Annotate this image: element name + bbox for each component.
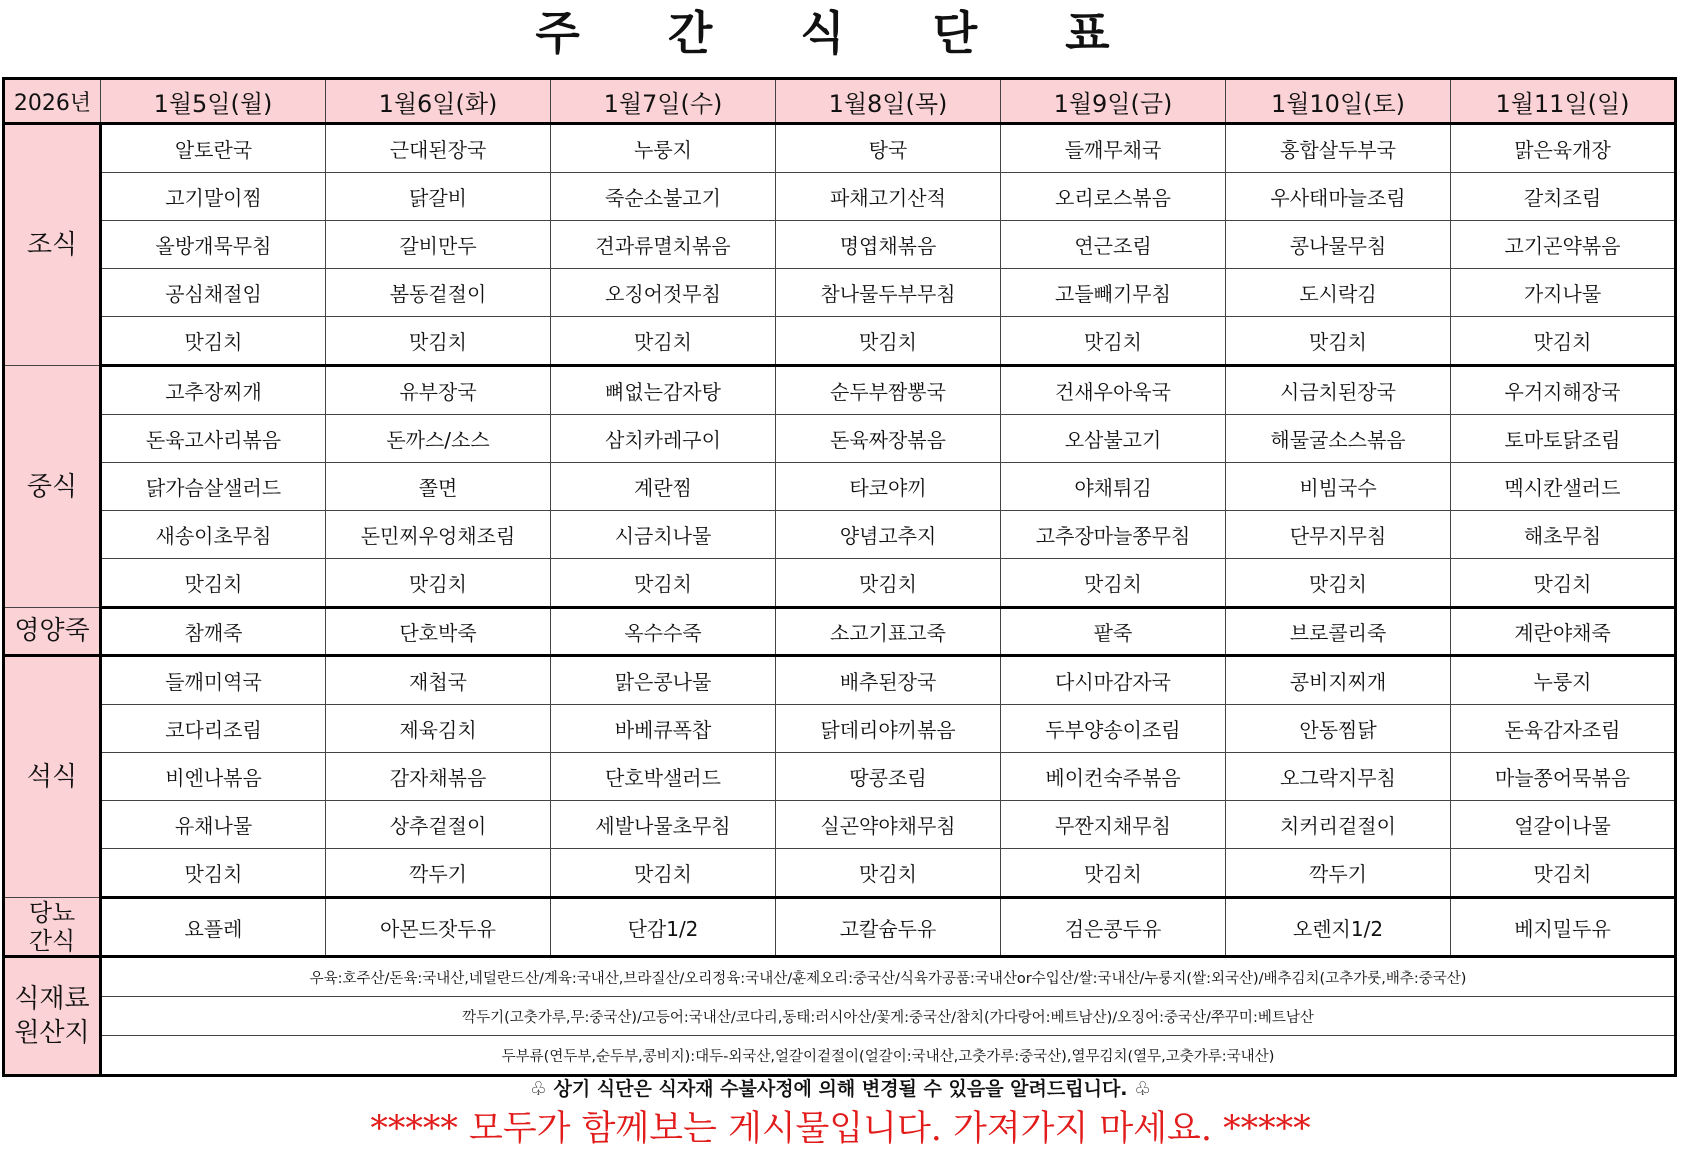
menu-cell: 탕국 xyxy=(776,124,1001,173)
menu-cell: 파채고기산적 xyxy=(776,173,1001,221)
menu-cell: 맑은육개장 xyxy=(1451,124,1676,173)
menu-cell: 봄동겉절이 xyxy=(326,269,551,317)
dinner-row xyxy=(4,656,1676,705)
porridge-row xyxy=(4,608,1676,656)
menu-cell: 연근조림 xyxy=(1001,221,1226,269)
menu-cell: 오렌지1/2 xyxy=(1226,898,1451,957)
origin-row xyxy=(4,957,1676,997)
origin-row xyxy=(4,997,1676,1036)
menu-cell: 맛김치 xyxy=(1001,317,1226,366)
menu-cell: 알토란국 xyxy=(101,124,326,173)
year-header: 2026년 xyxy=(4,79,101,124)
day-header: 1월10일(토) xyxy=(1226,79,1451,124)
menu-cell: 단호박샐러드 xyxy=(551,753,776,801)
menu-cell: 맛김치 xyxy=(101,317,326,366)
menu-cell: 닭갈비 xyxy=(326,173,551,221)
page-title: 주 간 식 단 표 xyxy=(535,6,1146,60)
menu-cell: 아몬드잣두유 xyxy=(326,898,551,957)
menu-cell: 고칼슘두유 xyxy=(776,898,1001,957)
dinner-label: 석식 xyxy=(4,656,101,898)
menu-cell: 누룽지 xyxy=(551,124,776,173)
menu-cell: 맛김치 xyxy=(1451,849,1676,898)
menu-cell: 단호박죽 xyxy=(326,608,551,656)
dinner-row xyxy=(4,753,1676,801)
weekly-menu-table xyxy=(2,77,1677,1077)
menu-cell: 맛김치 xyxy=(776,317,1001,366)
snack-label-line: 간식 xyxy=(28,926,76,955)
origin-text: 우육:호주산/돈육:국내산,네덜란드산/계육:국내산,브라질산/오리정육:국내산/훈제오리:중국산/식육가공품:국내산or수입산/쌀:국내산/누룽지(쌀:외국산)/배추김치(고추가룻,배추:중국산) xyxy=(101,957,1676,997)
menu-cell: 죽순소불고기 xyxy=(551,173,776,221)
menu-cell: 가지나물 xyxy=(1451,269,1676,317)
dinner-row xyxy=(4,801,1676,849)
change-notice: ♧ 상기 식단은 식자재 수불사정에 의해 변경될 수 있음을 알려드립니다. ♧ xyxy=(529,1078,1152,1100)
origin-text: 깍두기(고춧가루,무:중국산)/고등어:국내산/코다리,동태:러시아산/꽃게:중국산/참치(가다랑어:베트남산)/오징어:중국산/쭈꾸미:베트남산 xyxy=(101,997,1676,1036)
menu-cell: 유부장국 xyxy=(326,366,551,415)
menu-cell: 양념고추지 xyxy=(776,511,1001,559)
porridge-label: 영양죽 xyxy=(4,608,101,656)
menu-cell: 검은콩두유 xyxy=(1001,898,1226,957)
snack-row xyxy=(4,898,1676,957)
menu-cell: 멕시칸샐러드 xyxy=(1451,463,1676,511)
snack-label xyxy=(4,898,101,957)
menu-cell: 무짠지채무침 xyxy=(1001,801,1226,849)
menu-cell: 옥수수죽 xyxy=(551,608,776,656)
snack-label-line: 당뇨 xyxy=(28,898,76,927)
menu-cell: 닭가슴살샐러드 xyxy=(101,463,326,511)
menu-cell: 고추장마늘쫑무침 xyxy=(1001,511,1226,559)
menu-cell: 맛김치 xyxy=(326,559,551,608)
menu-cell: 야채튀김 xyxy=(1001,463,1226,511)
menu-cell: 비엔나볶음 xyxy=(101,753,326,801)
menu-cell: 재첩국 xyxy=(326,656,551,705)
lunch-row xyxy=(4,415,1676,463)
menu-cell: 땅콩조림 xyxy=(776,753,1001,801)
menu-cell: 오징어젓무침 xyxy=(551,269,776,317)
menu-cell: 브로콜리죽 xyxy=(1226,608,1451,656)
menu-cell: 고기곤약볶음 xyxy=(1451,221,1676,269)
origin-label xyxy=(4,957,101,1076)
menu-cell: 맛김치 xyxy=(1451,317,1676,366)
menu-cell: 해물굴소스볶음 xyxy=(1226,415,1451,463)
day-header: 1월8일(목) xyxy=(776,79,1001,124)
breakfast-label: 조식 xyxy=(4,124,101,366)
menu-cell: 갈비만두 xyxy=(326,221,551,269)
menu-cell: 바베큐폭찹 xyxy=(551,705,776,753)
origin-text: 두부류(연두부,순두부,콩비지):대두-외국산,얼갈이겉절이(얼갈이:국내산,고춧가루:중국산),열무김치(열무,고춧가루:국내산) xyxy=(101,1036,1676,1076)
menu-cell: 돈육짜장볶음 xyxy=(776,415,1001,463)
menu-cell: 토마토닭조림 xyxy=(1451,415,1676,463)
menu-cell: 오그락지무침 xyxy=(1226,753,1451,801)
menu-cell: 갈치조림 xyxy=(1451,173,1676,221)
menu-cell: 공심채절임 xyxy=(101,269,326,317)
menu-cell: 요플레 xyxy=(101,898,326,957)
menu-cell: 고들빼기무침 xyxy=(1001,269,1226,317)
menu-cell: 베지밀두유 xyxy=(1451,898,1676,957)
menu-cell: 우거지해장국 xyxy=(1451,366,1676,415)
menu-cell: 베이컨숙주볶음 xyxy=(1001,753,1226,801)
origin-label-line: 식재료 xyxy=(14,984,90,1014)
menu-cell: 돈육고사리볶음 xyxy=(101,415,326,463)
menu-cell: 맛김치 xyxy=(551,317,776,366)
menu-cell: 건새우아욱국 xyxy=(1001,366,1226,415)
menu-cell: 해초무침 xyxy=(1451,511,1676,559)
breakfast-row xyxy=(4,317,1676,366)
menu-cell: 맛김치 xyxy=(776,849,1001,898)
menu-cell: 맑은콩나물 xyxy=(551,656,776,705)
menu-cell: 들깨미역국 xyxy=(101,656,326,705)
menu-cell: 깍두기 xyxy=(326,849,551,898)
menu-cell: 참나물두부무침 xyxy=(776,269,1001,317)
day-header: 1월6일(화) xyxy=(326,79,551,124)
menu-cell: 단무지무침 xyxy=(1226,511,1451,559)
menu-cell: 견과류멸치볶음 xyxy=(551,221,776,269)
menu-cell: 홍합살두부국 xyxy=(1226,124,1451,173)
breakfast-row xyxy=(4,221,1676,269)
menu-cell: 쫄면 xyxy=(326,463,551,511)
menu-cell: 맛김치 xyxy=(776,559,1001,608)
breakfast-row xyxy=(4,269,1676,317)
menu-cell: 고기말이찜 xyxy=(101,173,326,221)
day-header: 1월9일(금) xyxy=(1001,79,1226,124)
menu-cell: 맛김치 xyxy=(1001,849,1226,898)
menu-cell: 돈까스/소스 xyxy=(326,415,551,463)
breakfast-row xyxy=(4,124,1676,173)
menu-cell: 팥죽 xyxy=(1001,608,1226,656)
menu-cell: 돈육감자조림 xyxy=(1451,705,1676,753)
menu-cell: 상추겉절이 xyxy=(326,801,551,849)
menu-cell: 누룽지 xyxy=(1451,656,1676,705)
menu-cell: 맛김치 xyxy=(326,317,551,366)
menu-cell: 감자채볶음 xyxy=(326,753,551,801)
lunch-row xyxy=(4,463,1676,511)
menu-cell: 소고기표고죽 xyxy=(776,608,1001,656)
menu-cell: 삼치카레구이 xyxy=(551,415,776,463)
menu-cell: 타코야끼 xyxy=(776,463,1001,511)
menu-cell: 단감1/2 xyxy=(551,898,776,957)
dinner-row xyxy=(4,849,1676,898)
menu-cell: 깍두기 xyxy=(1226,849,1451,898)
menu-cell: 뼈없는감자탕 xyxy=(551,366,776,415)
menu-body xyxy=(4,124,1676,1076)
menu-cell: 명엽채볶음 xyxy=(776,221,1001,269)
menu-cell: 계란야채죽 xyxy=(1451,608,1676,656)
menu-cell: 배추된장국 xyxy=(776,656,1001,705)
menu-cell: 얼갈이나물 xyxy=(1451,801,1676,849)
menu-cell: 닭데리야끼볶음 xyxy=(776,705,1001,753)
menu-cell: 세발나물초무침 xyxy=(551,801,776,849)
menu-cell: 맛김치 xyxy=(1001,559,1226,608)
lunch-row xyxy=(4,559,1676,608)
lunch-row xyxy=(4,511,1676,559)
menu-cell: 유채나물 xyxy=(101,801,326,849)
lunch-label: 중식 xyxy=(4,366,101,608)
menu-cell: 비빔국수 xyxy=(1226,463,1451,511)
menu-cell: 맛김치 xyxy=(101,559,326,608)
menu-cell: 제육김치 xyxy=(326,705,551,753)
menu-cell: 맛김치 xyxy=(1226,317,1451,366)
menu-cell: 실곤약야채무침 xyxy=(776,801,1001,849)
menu-cell: 도시락김 xyxy=(1226,269,1451,317)
menu-cell: 참깨죽 xyxy=(101,608,326,656)
dinner-row xyxy=(4,705,1676,753)
menu-cell: 시금치나물 xyxy=(551,511,776,559)
menu-cell: 들깨무채국 xyxy=(1001,124,1226,173)
breakfast-row xyxy=(4,173,1676,221)
menu-cell: 돈민찌우엉채조림 xyxy=(326,511,551,559)
menu-cell: 맛김치 xyxy=(1451,559,1676,608)
menu-cell: 안동찜닭 xyxy=(1226,705,1451,753)
menu-cell: 순두부짬뽕국 xyxy=(776,366,1001,415)
menu-cell: 콩나물무침 xyxy=(1226,221,1451,269)
day-header: 1월7일(수) xyxy=(551,79,776,124)
day-header: 1월5일(월) xyxy=(101,79,326,124)
menu-cell: 다시마감자국 xyxy=(1001,656,1226,705)
menu-cell: 올방개묵무침 xyxy=(101,221,326,269)
menu-cell: 근대된장국 xyxy=(326,124,551,173)
menu-cell: 맛김치 xyxy=(551,559,776,608)
menu-cell: 마늘쫑어묵볶음 xyxy=(1451,753,1676,801)
menu-cell: 맛김치 xyxy=(101,849,326,898)
menu-cell: 시금치된장국 xyxy=(1226,366,1451,415)
menu-cell: 고추장찌개 xyxy=(101,366,326,415)
menu-cell: 두부양송이조림 xyxy=(1001,705,1226,753)
day-header: 1월11일(일) xyxy=(1451,79,1676,124)
menu-cell: 새송이초무침 xyxy=(101,511,326,559)
warning-notice: ***** 모두가 함께보는 게시물입니다. 가져가지 마세요. ***** xyxy=(370,1109,1311,1149)
menu-cell: 치커리겉절이 xyxy=(1226,801,1451,849)
menu-cell: 맛김치 xyxy=(1226,559,1451,608)
menu-cell: 오삼불고기 xyxy=(1001,415,1226,463)
menu-cell: 계란찜 xyxy=(551,463,776,511)
origin-row xyxy=(4,1036,1676,1076)
header-row xyxy=(4,79,1676,124)
lunch-row xyxy=(4,366,1676,415)
menu-cell: 코다리조림 xyxy=(101,705,326,753)
origin-label-line: 원산지 xyxy=(14,1018,90,1048)
menu-cell: 오리로스볶음 xyxy=(1001,173,1226,221)
menu-cell: 맛김치 xyxy=(551,849,776,898)
menu-cell: 우사태마늘조림 xyxy=(1226,173,1451,221)
menu-cell: 콩비지찌개 xyxy=(1226,656,1451,705)
